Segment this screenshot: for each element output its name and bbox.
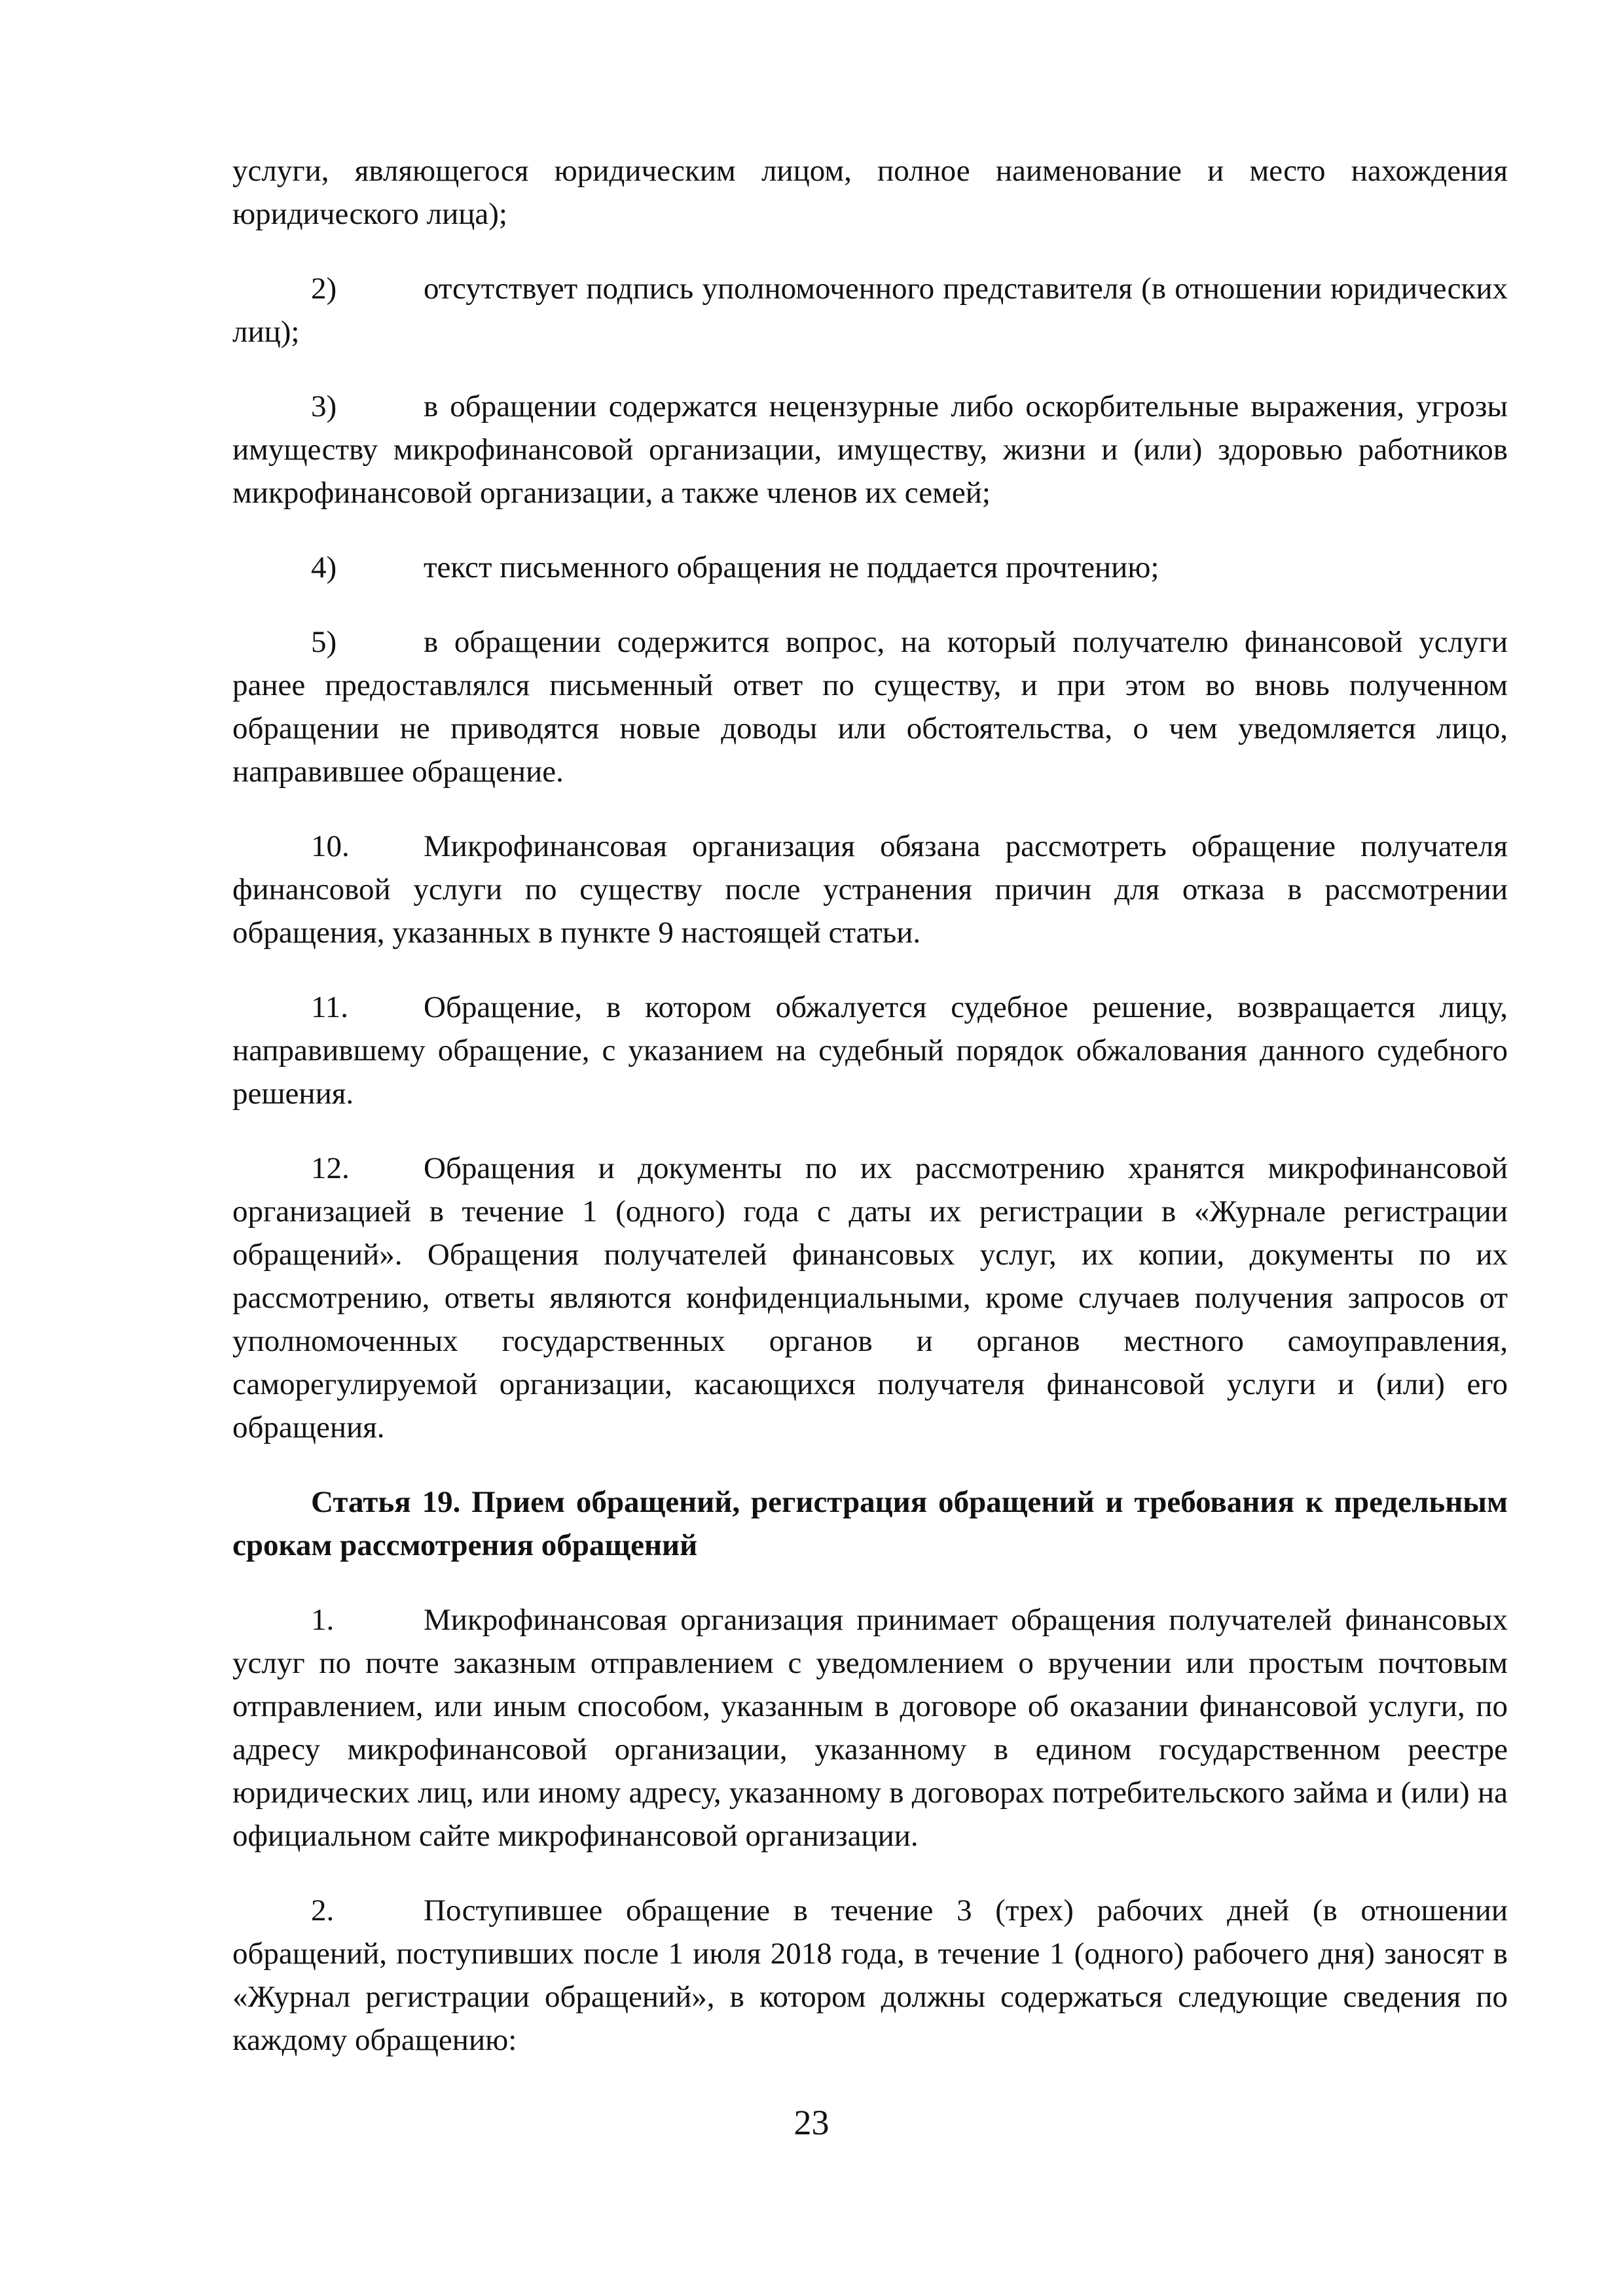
clause-10	[232, 825, 1508, 954]
article-19-clause-1	[232, 1598, 1508, 1857]
list-item-3	[232, 385, 1508, 514]
article-heading: Статья 19. Прием обращений, регистрация обращений и требования к предельным срокам рассмотрения обращений	[232, 1485, 1508, 1562]
list-item-4	[232, 546, 1508, 589]
paragraph-text: Микрофинансовая организация обязана рассмотреть обращение получателя финансовой услуги по существу после устранения причин для отказа в рассмотрении обращения, указанных в пункте 9 настоящей статьи.	[232, 829, 1508, 950]
item-number: 2)	[311, 272, 337, 306]
paragraph-text: Обращение, в котором обжалуется судебное решение, возвращается лицу, направившему обращение, с указанием на судебный порядок обжалования данного судебного решения.	[232, 990, 1508, 1111]
paragraph-text: Обращения и документы по их рассмотрению хранятся микрофинансовой организацией в течение 1 (одного) года с даты их регистрации в «Журнале регистрации обращений». Обращения получателей финансовых услуг, их копии, документы по их рассмотрению, ответы являются конфиденциальными, кроме случаев получения запросов от уполномоченных государственных органов и органов местного самоуправления, саморегулируемой организации, касающихся получателя финансовой услуги и (или) его обращения.	[232, 1151, 1508, 1444]
list-item-5	[232, 620, 1508, 793]
article-19-clause-2	[232, 1889, 1508, 2062]
item-number: 3)	[311, 389, 337, 423]
paragraph-text: Микрофинансовая организация принимает обращения получателей финансовых услуг по почте заказным отправлением с уведомлением о вручении или простым почтовым отправлением, или иным способом, указанным в договоре об оказании финансовой услуги, по адресу микрофинансовой организации, указанному в едином государственном реестре юридических лиц, или иному адресу, указанному в договорах потребительского займа и (или) на официальном сайте микрофинансовой организации.	[232, 1603, 1508, 1853]
paragraph-text: отсутствует подпись уполномоченного представителя (в отношении юридических лиц);	[232, 272, 1508, 349]
document-page	[232, 149, 1508, 2093]
paragraph-continuation	[232, 149, 1508, 236]
item-number: 2.	[311, 1893, 335, 1928]
clause-12	[232, 1147, 1508, 1449]
item-number: 1.	[311, 1603, 335, 1637]
paragraph-text: текст письменного обращения не поддается прочтению;	[424, 550, 1159, 584]
paragraph-text: Поступившее обращение в течение 3 (трех) рабочих дней (в отношении обращений, поступивших после 1 июля 2018 года, в течение 1 (одного) рабочего дня) заносят в «Журнал регистрации обращений», в котором должны содержаться следующие сведения по каждому обращению:	[232, 1893, 1508, 2057]
item-number: 10.	[311, 829, 350, 863]
list-item-2	[232, 267, 1508, 353]
item-number: 12.	[311, 1151, 350, 1185]
item-number: 5)	[311, 625, 337, 659]
item-number: 11.	[311, 990, 349, 1024]
paragraph-text: в обращении содержится вопрос, на который получателю финансовой услуги ранее предоставлялся письменный ответ по существу, и при этом во вновь полученном обращении не приводятся новые доводы или обстоятельства, о чем уведомляется лицо, направившее обращение.	[232, 625, 1508, 789]
paragraph-text: в обращении содержатся нецензурные либо оскорбительные выражения, угрозы имуществу микрофинансовой организации, имуществу, жизни и (или) здоровью работников микрофинансовой организации, а также членов их семей;	[232, 389, 1508, 510]
page-number: 23	[793, 2103, 830, 2142]
clause-11	[232, 986, 1508, 1115]
paragraph-text: услуги, являющегося юридическим лицом, полное наименование и место нахождения юридического лица);	[232, 154, 1508, 231]
item-number: 4)	[311, 550, 337, 584]
